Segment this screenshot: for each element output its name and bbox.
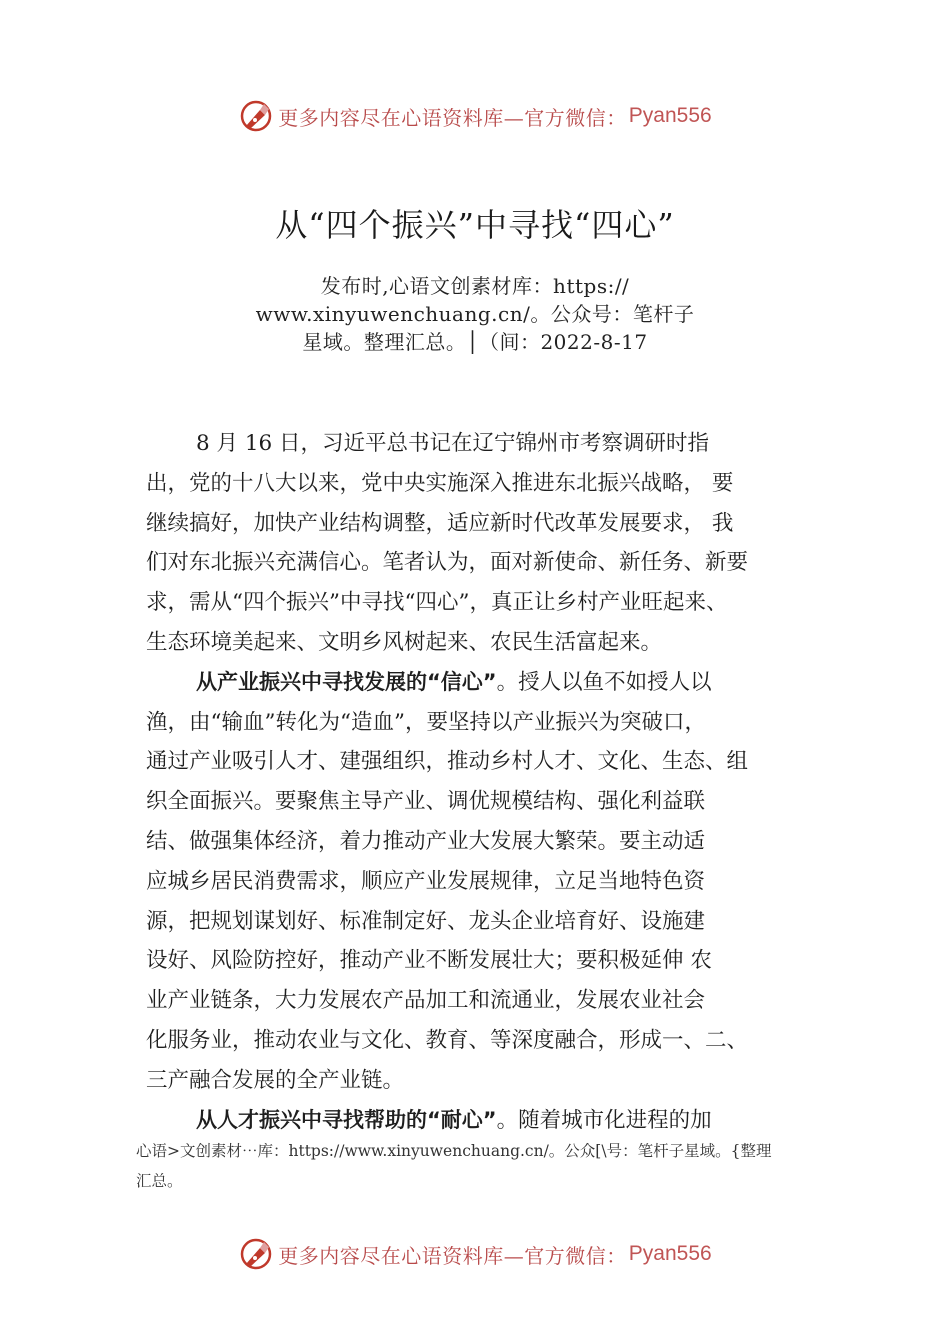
footnote-line: 心语>文创素材⋯库：https://www.xinyuwenchuang.cn/。公众[\号：笔杆子星域。{整理 — [136, 1142, 772, 1160]
section-heading: 从人才振兴中寻找帮助的“耐心” — [196, 1107, 497, 1132]
article-body — [146, 424, 826, 1140]
body-line: 们对东北振兴充满信心。笔者认为，面对新使命、新任务、新要 — [146, 550, 749, 576]
page-title: 从“四个振兴”中寻找“四心” — [275, 206, 675, 244]
body-text: 。授人以鱼不如授人以 — [496, 669, 712, 695]
body-line: 渔，由“输血”转化为“造血”，要坚持以产业振兴为突破口， — [146, 709, 706, 735]
body-line: 三产融合发展的全产业链。 — [146, 1067, 405, 1093]
wechat-id: Pyan556 — [628, 1242, 712, 1265]
pen-nib-logo-icon — [238, 98, 274, 134]
body-line: 结、做强集体经济，着力推动产业大发展大繁荣。要主动适 — [146, 828, 706, 854]
footnote — [136, 1136, 826, 1196]
body-line: 出，党的十八大以来，党中央实施深入推进东北振兴战略， 要 — [146, 470, 734, 496]
meta-line: 星域。整理汇总。│（间：2022-8-17 — [302, 330, 648, 354]
body-text: 。随着城市化进程的加 — [496, 1107, 712, 1133]
body-line: 8 月 16 日，习近平总书记在辽宁锦州市考察调研时指 — [196, 431, 710, 456]
banner-text: 更多内容尽在心语资料库—官方微信： — [278, 105, 627, 130]
body-line: 织全面振兴。要聚焦主导产业、调优规模结构、强化利益联 — [146, 789, 706, 815]
section-heading-line — [146, 1101, 826, 1141]
banner-text: 更多内容尽在心语资料库—官方微信： — [278, 1243, 627, 1268]
meta-line: 发布时,心语文创素材库：https:// — [320, 274, 630, 298]
body-line: 应城乡居民消费需求，顺应产业发展规律，立足当地特色资 — [146, 868, 706, 894]
footnote-line: 汇总。 — [136, 1172, 183, 1190]
footer-banner — [0, 1232, 950, 1276]
body-line: 继续搞好，加快产业结构调整，适应新时代改革发展要求， 我 — [146, 510, 734, 536]
section-heading-line — [146, 663, 826, 703]
meta-line: www.xinyuwenchuang.cn/。公众号：笔杆子 — [255, 302, 695, 326]
body-line: 源，把规划谋划好、标准制定好、龙头企业培育好、设施建 — [146, 908, 706, 934]
header-banner — [0, 94, 950, 138]
body-line: 通过产业吸引人才、建强组织，推动乡村人才、文化、生态、组 — [146, 749, 749, 775]
body-line: 设好、风险防控好，推动产业不断发展壮大；要积极延伸 农 — [146, 948, 712, 974]
publish-meta — [200, 272, 750, 356]
body-line: 生态环境美起来、文明乡风树起来、农民生活富起来。 — [146, 629, 663, 655]
pen-nib-logo-icon — [238, 1236, 274, 1272]
body-line: 求，需从“四个振兴”中寻找“四心”，真正让乡村产业旺起来、 — [146, 590, 728, 616]
body-line: 业产业链条，大力发展农产品加工和流通业，发展农业社会 — [146, 988, 706, 1014]
wechat-id: Pyan556 — [628, 104, 712, 127]
body-line: 化服务业，推动农业与文化、教育、等深度融合，形成一、二、 — [146, 1027, 749, 1053]
section-heading: 从产业振兴中寻找发展的“信心” — [196, 669, 497, 694]
